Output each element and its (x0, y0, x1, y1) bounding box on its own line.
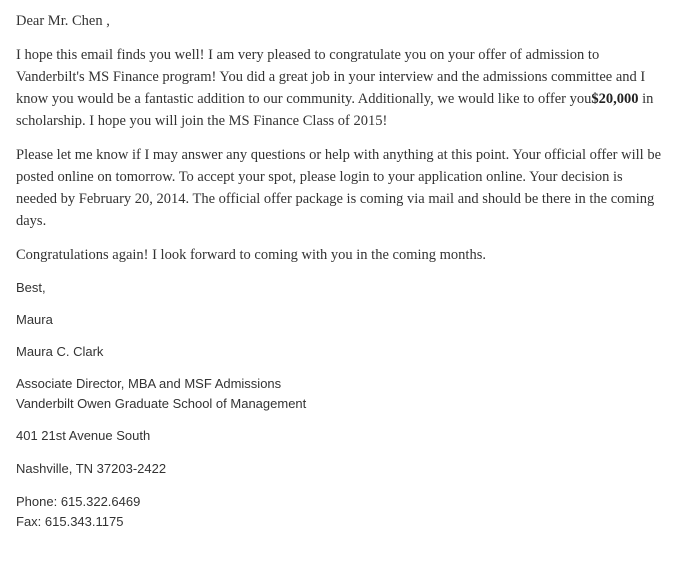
signature-city-state-zip: Nashville, TN 37203-2422 (16, 461, 167, 476)
email-body (16, 10, 666, 532)
paragraph1-text-before: I hope this email finds you well! I am very pleased to congratulate you on your offer of admission to Vanderbilt's MS Finance program! You did a great job in your interview and the admissions committee and I know you would be a fantastic addition to our community. Additionally, we would like to offer you (16, 47, 646, 107)
signature-street: 401 21st Avenue South (16, 428, 151, 443)
paragraph-next-steps: Please let me know if I may answer any questions or help with anything at this point. Your official offer will be posted online on tomorrow. To accept your spot, please login to your application online. Your decision is needed by February 20, 2014. The official offer package is coming via mail and should be there in the coming days. (16, 147, 662, 229)
paragraph1-text-after: in scholarship. I hope you will join the MS Finance Class of 2015! (16, 91, 654, 129)
paragraph-admission-offer (16, 44, 666, 132)
scholarship-amount: $20,000 (591, 91, 639, 107)
signature-title: Associate Director, MBA and MSF Admissions (16, 376, 282, 391)
paragraph-congratulations: Congratulations again! I look forward to coming with you in the coming months. (16, 247, 486, 263)
signature-phone: Phone: 615.322.6469 (16, 494, 141, 509)
signature-first-name: Maura (16, 312, 53, 327)
signature-contact (16, 492, 666, 532)
signature-full-name: Maura C. Clark (16, 344, 104, 359)
signature-organization: Vanderbilt Owen Graduate School of Management (16, 396, 307, 411)
signature-fax: Fax: 615.343.1175 (16, 514, 124, 529)
greeting: Dear Mr. Chen , (16, 13, 110, 29)
signature-title-block (16, 374, 666, 414)
closing: Best, (16, 280, 46, 295)
